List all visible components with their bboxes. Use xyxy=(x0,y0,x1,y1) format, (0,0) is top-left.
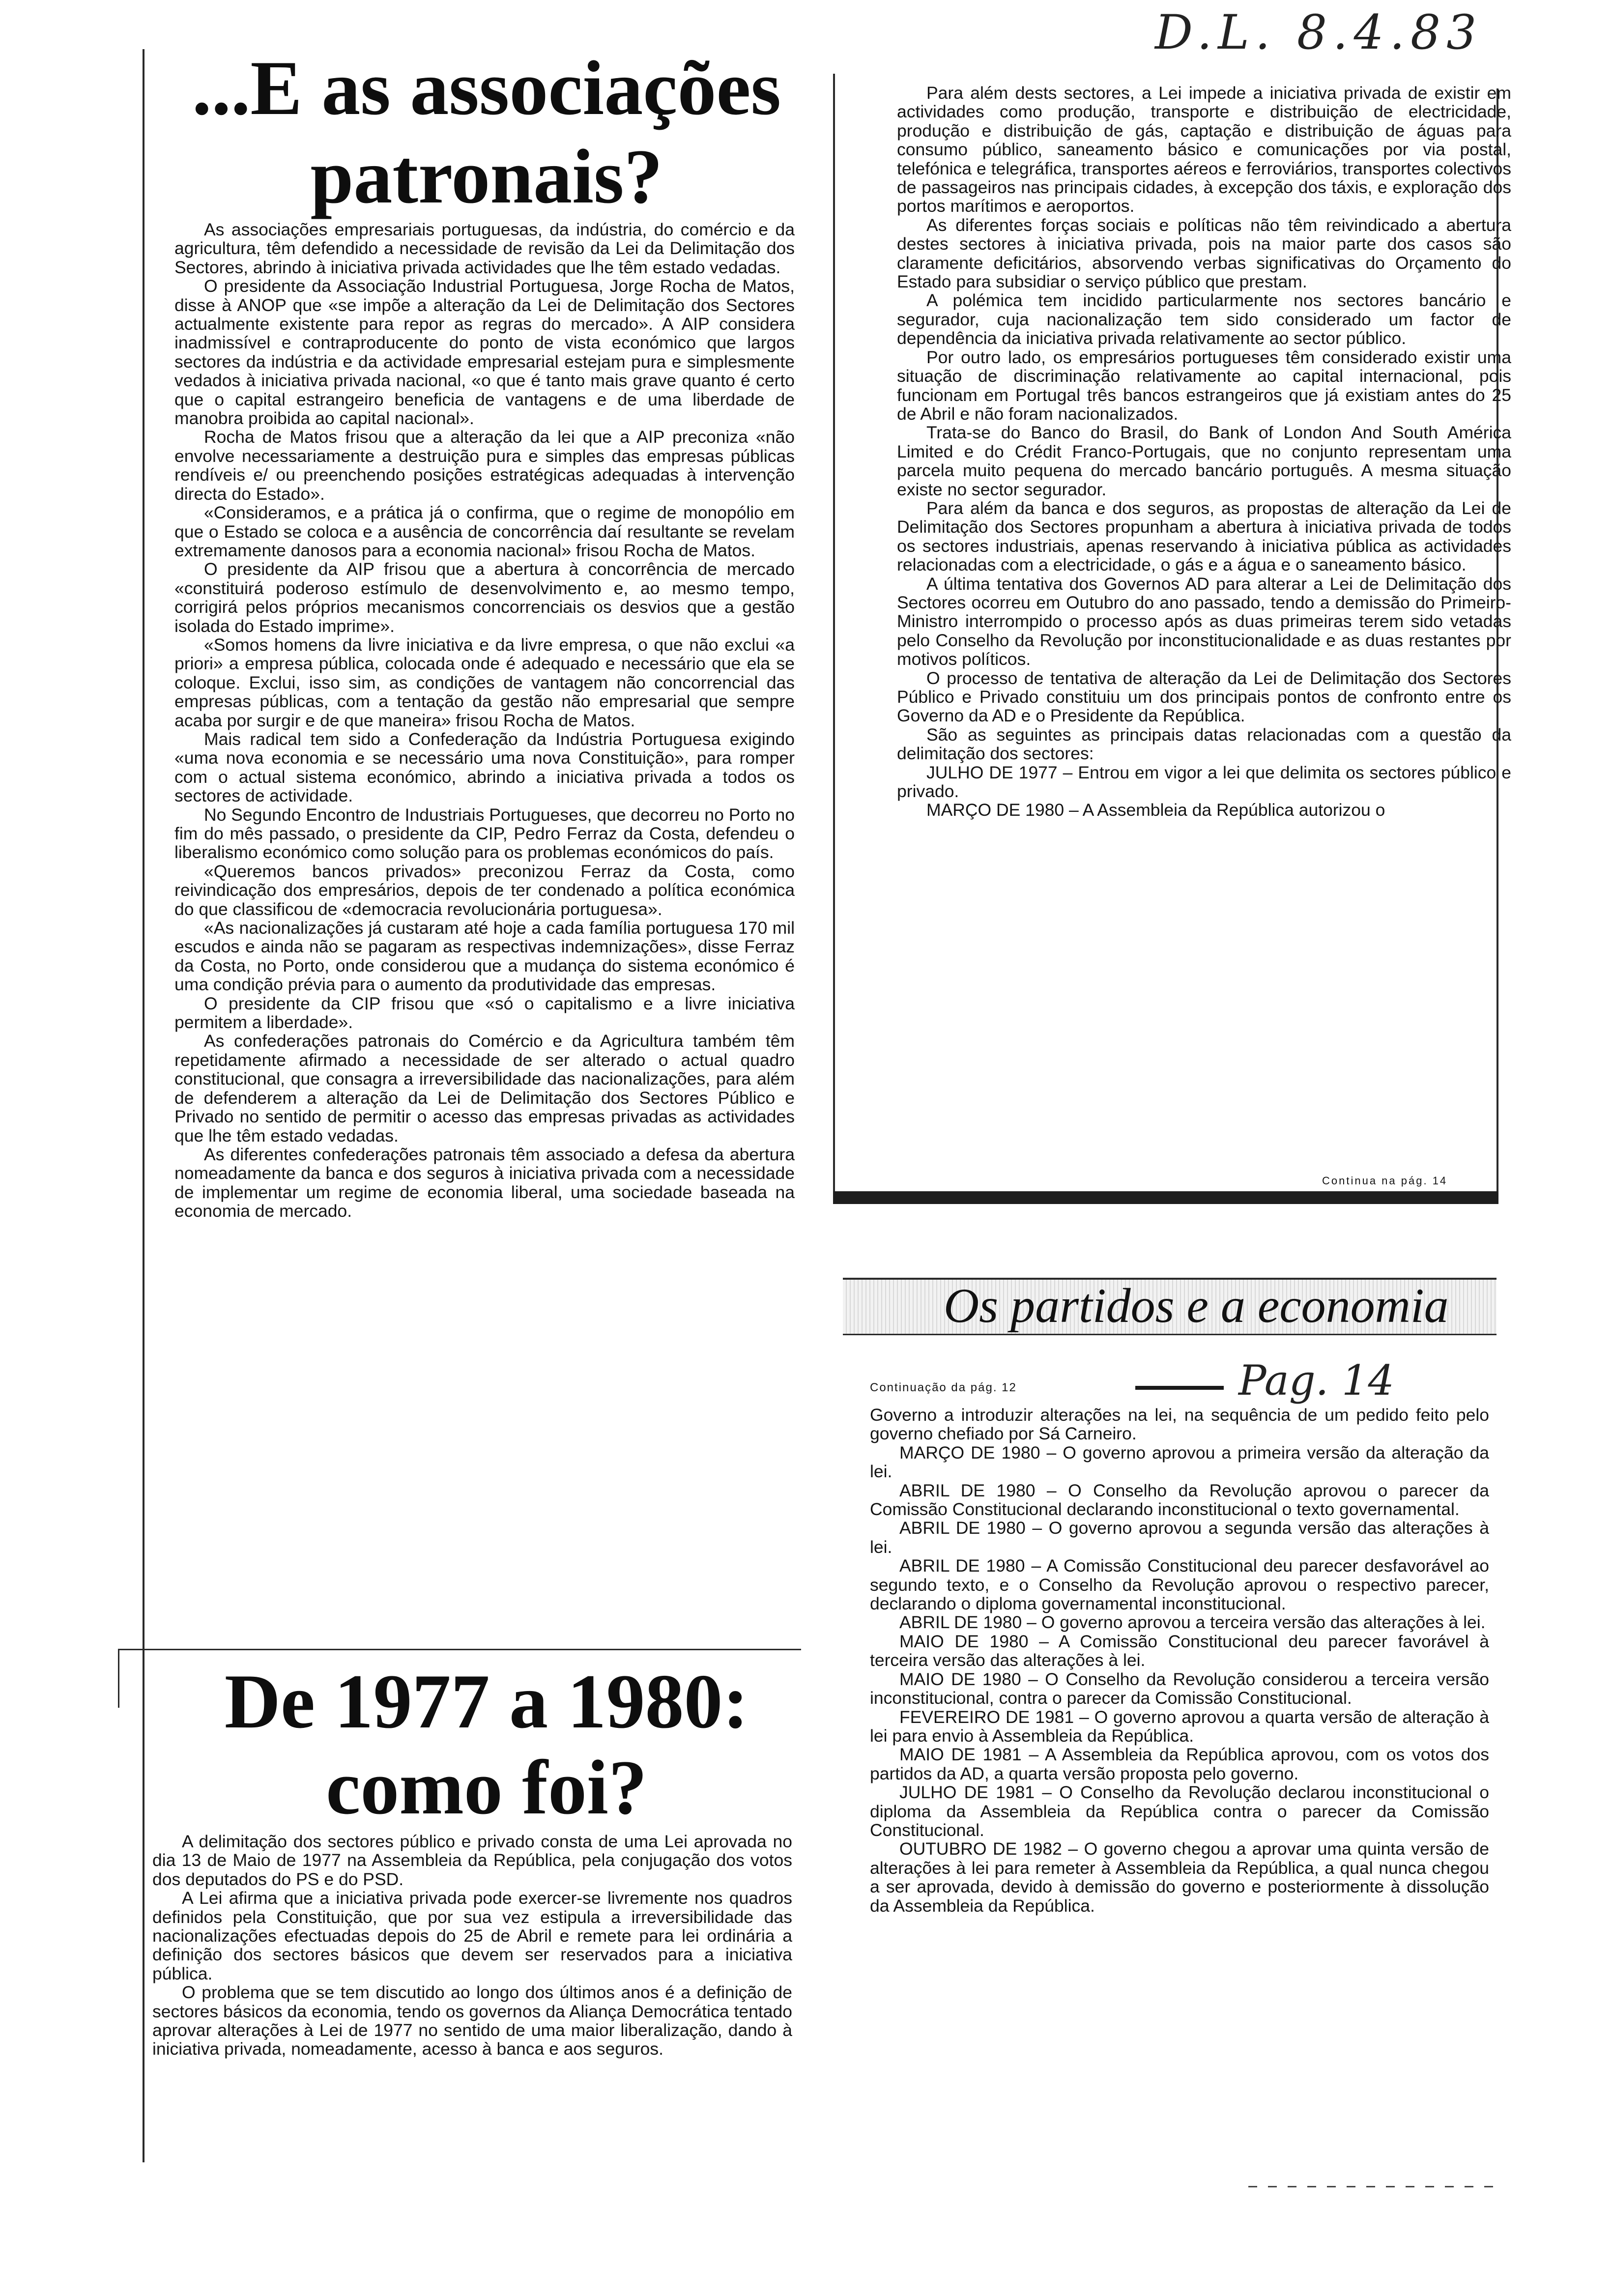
handwritten-dash xyxy=(1135,1386,1224,1390)
article1-paragraph: O presidente da Associação Industrial Portuguesa, Jorge Rocha de Matos, disse à ANOP que «se impõe a alteração da Lei de Delimitação dos Sectores actualmente existente para repor as regras do mercado». A AIP considera inadmissível e contraproducente do ponto de vista económico que largos sectores da indústria e da actividade empresarial estejam pura e simplesmente vedados à iniciativa privada nacional, «o que é tanto mais grave quanto é certo que o capital estrangeiro beneficia de vantagens e de uma liberdade de manobra proibida ao capital nacional». xyxy=(174,276,795,429)
article1-paragraph: «Consideramos, e a prática já o confirma, que o regime de monopólio em que o Estado se coloca e a ausência de concorrência daí resultante se revelam extremamente danosos para a economia nacional» frisou Rocha de Matos. xyxy=(174,503,795,560)
article4-paragraph: ABRIL DE 1980 – A Comissão Constitucional deu parecer desfavorável ao segundo texto, e o Conselho da Revolução aprovou o respectivo parecer, declarando o diploma governamental inconstitucional. xyxy=(870,1556,1489,1614)
article4-paragraph: OUTUBRO DE 1982 – O governo chegou a aprovar uma quinta versão de alterações à lei para remeter à Assembleia da República, a qual nunca chegou a ser aprovada, devido à demissão do governo e posteriormente à dissolução da Assembleia da República. xyxy=(870,1839,1489,1916)
article2-headline xyxy=(147,1659,826,1831)
article4-paragraph: MAIO DE 1980 – O Conselho da Revolução considerou a terceira versão inconstitucional, contra o parecer da Comissão Constitucional. xyxy=(870,1669,1489,1708)
bottom-trailing-mark xyxy=(1248,2186,1504,2187)
article3-continued: Continua na pág. 14 xyxy=(1322,1175,1448,1187)
article4-paragraph: MAIO DE 1981 – A Assembleia da República aprovou, com os votos dos partidos da AD, a quarta versão proposta pelo governo. xyxy=(870,1745,1489,1783)
article3-left-rule xyxy=(833,74,835,1204)
article1-paragraph: O presidente da AIP frisou que a abertura à concorrência de mercado «constituirá poderoso estímulo de desenvolvimento e, ao mesmo tempo, corrigirá pelos próprios mecanismos concorrenciais os desvios que a gestão isolada do Estado imprime». xyxy=(174,559,795,636)
article1-paragraph: «Queremos bancos privados» preconizou Ferraz da Costa, como reivindicação dos empresários, depois de ter condenado a política económica do que classificou de «democracia revolucionária portuguesa». xyxy=(174,861,795,919)
article4-paragraph: ABRIL DE 1980 – O Conselho da Revolução aprovou o parecer da Comissão Constitucional declarando inconstitucional o texto governamental. xyxy=(870,1480,1489,1520)
article4-body xyxy=(870,1406,1489,1915)
article1-paragraph: O presidente da CIP frisou que «só o capitalismo e a livre iniciativa permitem a liberdade». xyxy=(174,993,795,1033)
article2-headline-line2: como foi? xyxy=(326,1745,647,1831)
article3-paragraph: A última tentativa dos Governos AD para alterar a Lei de Delimitação dos Sectores ocorreu em Outubro do ano passado, tendo a demissão do Primeiro-Ministro interrompido o processo após as duas primeiras terem sido vetadas pelo Conselho da Revolução por inconstitucionalidade e as duas restantes por motivos políticos. xyxy=(897,574,1511,669)
article2-top-rule xyxy=(118,1649,801,1650)
article1-paragraph: As confederações patronais do Comércio e da Agricultura também têm repetidamente afirmado a necessidade de ser alterado o actual quadro constitucional, que consagra a irreversibilidade das nacionalizações, para além de defenderem a alteração da Lei de Delimitação dos Sectores Público e Privado no sentido de permitir o acesso das empresas privadas as actividades que lhe têm estado vedadas. xyxy=(174,1031,795,1146)
article1-paragraph: No Segundo Encontro de Industriais Portugueses, que decorreu no Porto no fim do mês passado, o presidente da CIP, Pedro Ferraz da Costa, defendeu o liberalismo económico como solução para os problemas económicos do país. xyxy=(174,804,795,862)
article3-paragraph: O processo de tentativa de alteração da Lei de Delimitação dos Sectores Público e Privado constituiu um dos principais pontos de confronto entre os Governo da AD e o Presidente da República. xyxy=(897,668,1511,726)
article1-paragraph: Rocha de Matos frisou que a alteração da lei que a AIP preconiza «não envolve necessariamente a destruição pura e simples das empresas públicas rendíveis e/ ou preenchendo posições estratégicas adequadas à intervenção directa do Estado». xyxy=(174,427,795,504)
article3-paragraph: MARÇO DE 1980 – A Assembleia da República autorizou o xyxy=(926,800,1385,820)
article4-paragraph: MAIO DE 1980 – A Comissão Constitucional deu parecer favorável à terceira versão das alterações à lei. xyxy=(870,1631,1489,1670)
left-border-line xyxy=(143,49,144,2162)
article1-headline-line2: patronais? xyxy=(310,134,663,220)
article3-paragraph: As diferentes forças sociais e políticas não têm reivindicado a abertura destes sectores à iniciativa privada, pois na maior parte dos casos são claramente deficitários, absorvendo verbas significativas do Orçamento do Estado para subsidiar o serviço público que prestam. xyxy=(897,215,1511,292)
article4-paragraph: Governo a introduzir alterações na lei, na sequência de um pedido feito pelo governo chefiado por Sá Carneiro. xyxy=(870,1405,1489,1444)
article2-paragraph: A delimitação dos sectores público e privado consta de uma Lei aprovada no dia 13 de Maio de 1977 na Assembleia da República, pela conjugação dos votos dos deputados do PS e do PSD. xyxy=(152,1832,792,1889)
article2-headline-line1: De 1977 a 1980: xyxy=(224,1659,749,1745)
article1-paragraph: As diferentes confederações patronais têm associado a defesa da abertura nomeadamente da banca e dos seguros à iniciativa privada com a necessidade de implementar um regime de economia liberal, uma sociedade baseada na economia de mercado. xyxy=(174,1144,795,1221)
article3-paragraph: Por outro lado, os empresários portugueses têm considerado existir uma situação de discriminação relativamente ao capital internacional, pois funcionam em Portugal três bancos estrangeiros que já existiam antes do 25 de Abril e não foram nacionalizados. xyxy=(897,347,1511,424)
article1-paragraph: Mais radical tem sido a Confederação da Indústria Portuguesa exigindo «uma nova economia e se necessário uma nova Constituição», para romper com o actual sistema económico, abrindo a iniciativa privada a todos os sectores de actividade. xyxy=(174,729,795,806)
article1-body xyxy=(174,220,795,1221)
article1-paragraph: «Somos homens da livre iniciativa e da livre empresa, o que não exclui «a priori» a empresa pública, colocada onde é adequado e necessário que ela se coloque. Exclui, isso sim, as condições de vantagem não concorrencial das empresas públicas, com a tentação da gestão não empresarial que sempre acaba por surgir e de que maneira» frisou Rocha de Matos. xyxy=(174,634,795,730)
article1-paragraph: «As nacionalizações já custaram até hoje a cada família portuguesa 170 mil escudos e ainda não se pagaram as respectivas indemnizações», disse Ferraz da Costa, no Porto, onde considerou que a mudança do sistema económico é uma condição prévia para o aumento da produtividade das empresas. xyxy=(174,918,795,995)
article2-left-rule xyxy=(118,1649,119,1708)
article4-paragraph: ABRIL DE 1980 – O governo aprovou a segunda versão das alterações à lei. xyxy=(870,1518,1489,1557)
article3-paragraph: São as seguintes as principais datas relacionadas com a questão da delimitação dos sectores: xyxy=(897,724,1511,764)
article2-paragraph: A Lei afirma que a iniciativa privada pode exercer-se livremente nos quadros definidos pela Constituição, que por sua vez estipula a irreversibilidade das nacionalizações efectuadas depois do 25 de Abril e remete para lei ordinária a definição dos sectores básicos que devem ser reservados para a iniciativa pública. xyxy=(152,1888,792,1983)
article4-continuation: Continuação da pág. 12 xyxy=(870,1381,1017,1394)
article4-paragraph: FEVEREIRO DE 1981 – O governo aprovou a quarta versão de alteração à lei para envio à Assembleia da República. xyxy=(870,1707,1489,1746)
article2-body xyxy=(152,1832,792,2059)
handwritten-date-note: D.L. 8.4.83 xyxy=(1155,5,1483,60)
article4-paragraph: MARÇO DE 1980 – O governo aprovou a primeira versão da alteração da lei. xyxy=(870,1442,1489,1482)
article3-paragraph: Para além dests sectores, a Lei impede a iniciativa privada de existir em actividades como produção, transporte e distribuição de electricidade, produção e distribuição de gás, captação e distribuição de águas para consumo público, saneamento básico e comunicações por via postal, telefónica e telegráfica, transportes aéreos e ferroviários, transportes colectivos de passageiros nas principais cidades, à excepção dos táxis, e exploração dos portos marítimos e aeroportos. xyxy=(897,83,1511,216)
article4-paragraph: ABRIL DE 1980 – O governo aprovou a terceira versão das alterações à lei. xyxy=(899,1612,1486,1633)
article3-paragraph: A polémica tem incidido particularmente nos sectores bancário e segurador, cuja nacionalização tem sido considerado um factor de dependência da iniciativa privada relativamente ao sector público. xyxy=(897,290,1511,348)
article3-paragraph: Trata-se do Banco do Brasil, do Bank of London And South América Limited e do Crédit Franco-Portugais, que no conjunto representam uma parcela muito pequena do mercado bancário português. A mesma situação existe no sector segurador. xyxy=(897,423,1511,499)
article4-header-bottom-rule xyxy=(843,1334,1497,1335)
article3-paragraph: Para além da banca e dos seguros, as propostas de alteração da Lei de Delimitação dos Sectores propunham a abertura à iniciativa privada de todos os sectores industriais, apenas reservando à iniciativa pública as actividades relacionadas com a electricidade, o gás e a água e o saneamento básico. xyxy=(897,498,1511,575)
article4-header: Os partidos e a economia xyxy=(944,1278,1449,1333)
article2-paragraph: O problema que se tem discutido ao longo dos últimos anos é a definição de sectores básicos da economia, tendo os governos da Aliança Democrática tentado aprovar alterações à Lei de 1977 no sentido de uma maior liberalização, dando à iniciativa privada, nomeadamente, acesso à banca e aos seguros. xyxy=(152,1982,792,2059)
article1-headline-line1: ...E as associações xyxy=(192,45,781,131)
article1-paragraph: As associações empresariais portuguesas, da indústria, do comércio e da agricultura, têm defendido a necessidade de revisão da Lei da Delimitação dos Sectores, abrindo à iniciativa privada actividades que lhe têm estado vedadas. xyxy=(174,220,795,277)
article3-bottom-rule xyxy=(833,1191,1498,1204)
article4-paragraph: JULHO DE 1981 – O Conselho da Revolução declarou inconstitucional o diploma da Assembleia da República contra o parecer da Comissão Constitucional. xyxy=(870,1782,1489,1840)
article3-paragraph: JULHO DE 1977 – Entrou em vigor a lei que delimita os sectores público e privado. xyxy=(897,762,1511,802)
article3-body xyxy=(897,84,1511,820)
article1-headline xyxy=(147,44,826,221)
handwritten-page-note: Pag. 14 xyxy=(1238,1356,1394,1405)
